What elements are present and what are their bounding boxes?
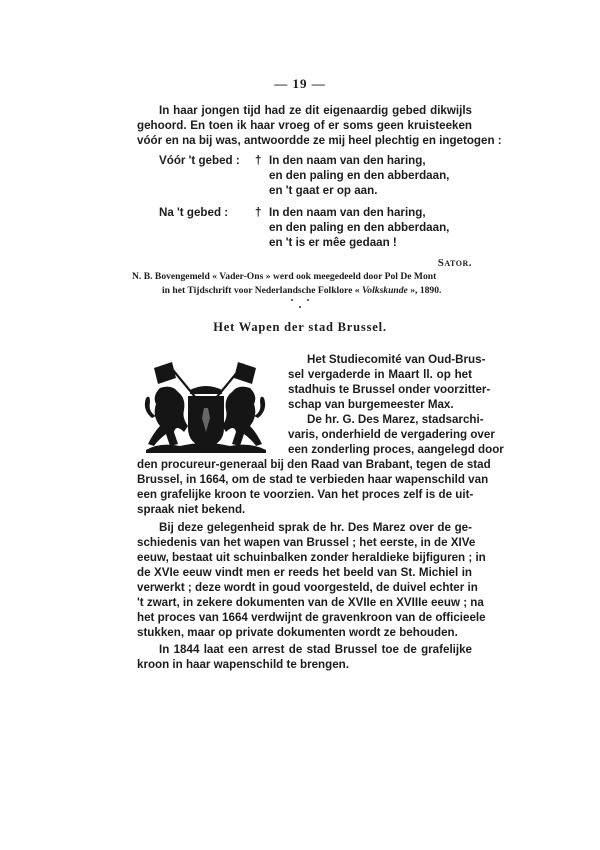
wrapped-line: schap van burgemeester Max. [288,398,454,411]
wrapped-line: stadhuis te Brussel onder voorzitter- [288,383,491,396]
footnote-journal-title: Volkskunde [361,285,408,296]
wrapped-line: Het Studiecomité van Oud-Brus- [307,353,486,366]
prayer-label-before: Vóór 't gebed : [159,154,240,167]
body-line: 't zwart, in zekere dokumenten van de XVIIe en XVIIIe eeuw ; na [137,596,484,609]
verse-line: en 't gaat er op aan. [269,184,378,197]
wrapped-line: De hr. G. Des Marez, stadsarchi- [307,413,484,426]
page-number: — 19 — [274,76,326,91]
asterism-separator [289,297,313,311]
footnote-line: N. B. Bovengemeld « Vader-Ons » werd ook meegedeeld door Pol De Mont [132,271,437,282]
footnote-text: in het Tijdschrift voor Nederlandsche Folklore « [162,285,362,296]
cross-icon: † [255,154,262,167]
verse-line: en 't is er mêe gedaan ! [269,236,397,249]
body-line: stukken, maar op private dokumenten wordt ze behouden. [137,626,458,639]
body-line: In 1844 laat een arrest de stad Brussel toe de grafelijke [159,643,472,656]
verse-line: In den naam van den haring, [269,206,426,219]
body-line: schiedenis van het wapen van Brussel ; het eerste, in de XIVe [137,536,476,549]
body-line: Brussel, in 1664, om de stad te verbieden haar wapenschild van [137,473,489,486]
body-line: het proces van 1664 verdwijnt de gravenkroon van de officieele [137,611,486,624]
footnote-line [162,284,441,298]
body-line: Bij deze gelegenheid sprak de hr. Des Marez over de ge- [159,521,472,534]
verse-line: In den naam van den haring, [269,154,426,167]
body-line: de XVIe eeuw vindt men er reeds het beeld van St. Michiel in [137,566,472,579]
body-line: een grafelijke kroon te voorzien. Van het proces zelf is de uit- [137,488,474,501]
intro-line: vóór en na bij was, antwoordde ze mij heel plechtig en ingetogen : [137,134,502,147]
wrapped-line: sel vergaderde in Maart ll. op het [288,368,472,381]
verse-line: en den paling en den abberdaan, [269,169,450,182]
signature: Sator. [437,257,472,269]
wrapped-line: varis, onderhield de vergadering over [288,428,495,441]
verse-line: en den paling en den abberdaan, [269,221,450,234]
body-line: spraak niet bekend. [137,503,246,516]
body-line: kroon in haar wapenschild te brengen. [137,658,349,671]
wrapped-line: een zonderling proces, aangelegd door [288,443,504,456]
section-title: Het Wapen der stad Brussel. [213,320,387,334]
brussels-coat-of-arms-image [140,358,270,454]
body-line: eeuw, bestaat uit schuinbalken zonder heraldieke bijfiguren ; in [137,551,486,564]
cross-icon: † [255,206,262,219]
body-line: verwerkt ; deze wordt in goud voorgesteld, de duivel echter in [137,581,478,594]
intro-line: In haar jongen tijd had ze dit eigenaardig gebed dikwijls [159,104,472,117]
prayer-label-after: Na 't gebed : [159,206,229,219]
footnote-text: », 1890. [407,285,442,296]
body-line: den procureur-generaal bij den Raad van Brabant, tegen de stad [137,458,491,471]
intro-line: gehoord. En toen ik haar vroeg of er soms geen kruisteeken [137,119,472,132]
